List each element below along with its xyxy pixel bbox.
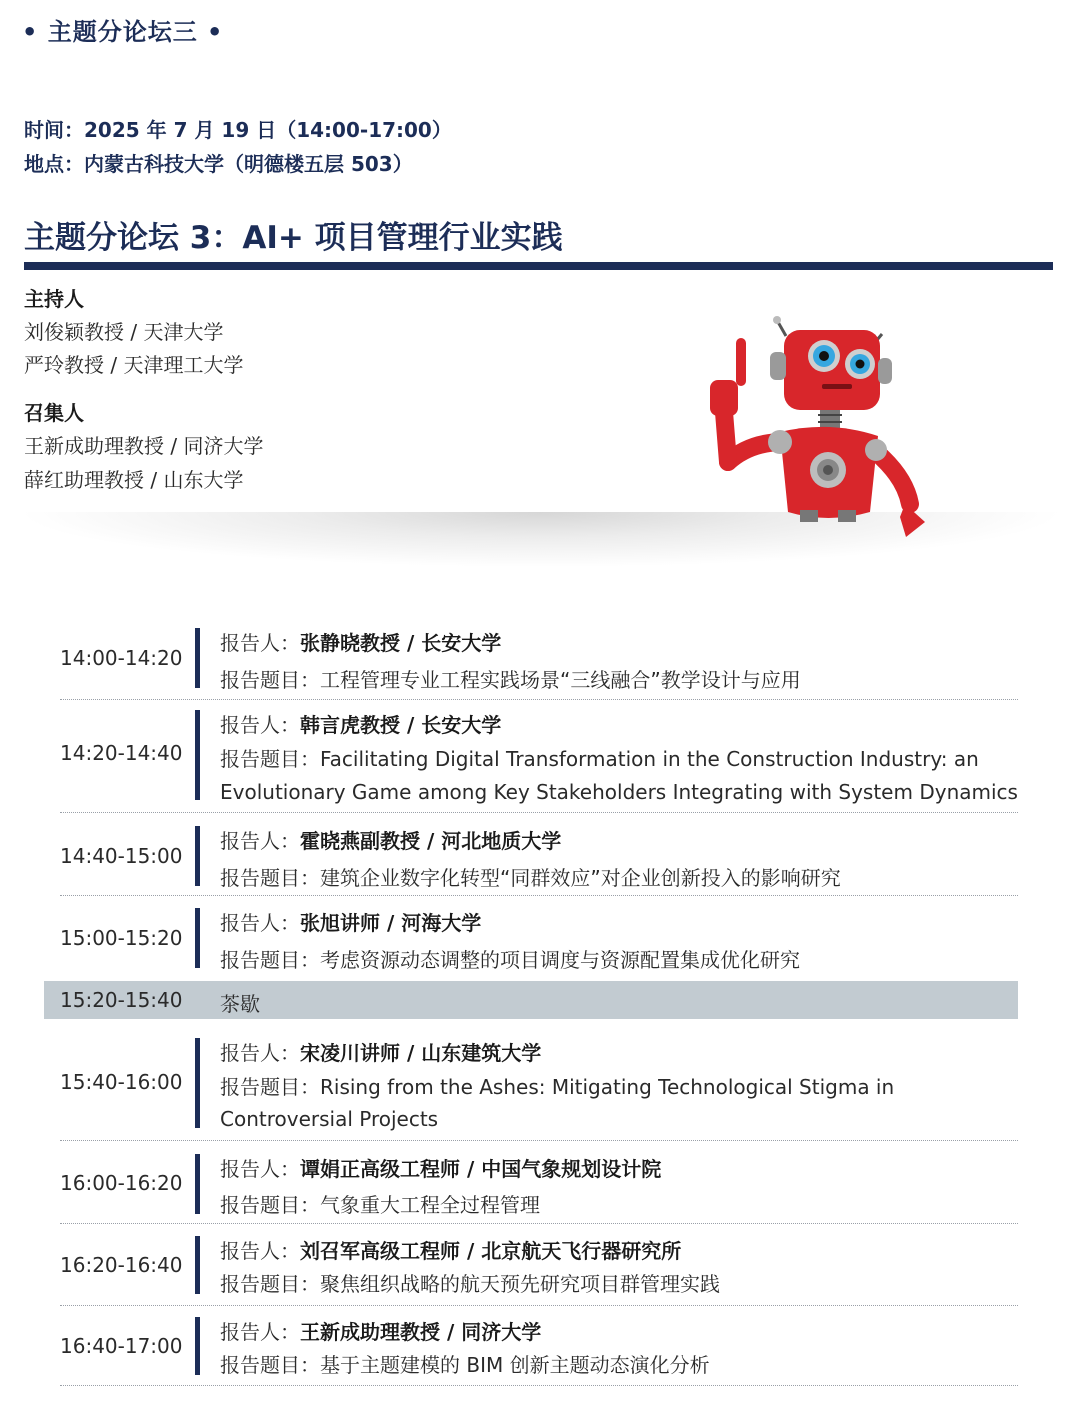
row-topic: 报告题目：建筑企业数字化转型“同群效应”对企业创新投入的影响研究 <box>220 866 841 890</box>
row-accent-bar <box>195 1317 200 1375</box>
row-time: 16:00-16:20 <box>60 1171 183 1195</box>
row-topic-cont: Evolutionary Game among Key Stakeholders Integrating with System Dynamics <box>220 780 1018 804</box>
row-time: 16:40-17:00 <box>60 1334 183 1358</box>
row-divider <box>60 895 1018 896</box>
row-divider <box>60 812 1018 813</box>
host-2: 严玲教授 / 天津理工大学 <box>24 353 244 377</box>
row-time: 14:20-14:40 <box>60 741 183 765</box>
row-speaker: 报告人：霍晓燕副教授 / 河北地质大学 <box>220 829 562 853</box>
forum-title: 主题分论坛 3：AI+ 项目管理行业实践 <box>24 220 563 256</box>
row-topic: 报告题目：基于主题建模的 BIM 创新主题动态演化分析 <box>220 1353 710 1377</box>
row-accent-bar <box>195 1236 200 1294</box>
row-accent-bar <box>195 1154 200 1214</box>
row-topic-cont: Controversial Projects <box>220 1107 439 1131</box>
robot-illustration <box>700 312 945 547</box>
row-topic: 报告题目：气象重大工程全过程管理 <box>220 1193 540 1217</box>
row-accent-bar <box>195 908 200 968</box>
row-topic: 报告题目：考虑资源动态调整的项目调度与资源配置集成优化研究 <box>220 948 800 972</box>
conveners-heading: 召集人 <box>24 401 84 425</box>
row-topic: 报告题目：聚焦组织战略的航天预先研究项目群管理实践 <box>220 1272 720 1296</box>
convener-2: 薛红助理教授 / 山东大学 <box>24 468 244 492</box>
row-topic: 报告题目：Facilitating Digital Transformation in the Construction Industry: an <box>220 747 979 771</box>
row-divider <box>60 1385 1018 1386</box>
row-topic: 报告题目：工程管理专业工程实践场景“三线融合”教学设计与应用 <box>220 668 801 692</box>
tea-break-row <box>44 981 1018 1019</box>
row-accent-bar <box>195 1038 200 1128</box>
row-speaker: 报告人：宋凌川讲师 / 山东建筑大学 <box>220 1041 542 1065</box>
convener-1: 王新成助理教授 / 同济大学 <box>24 434 264 458</box>
row-divider <box>60 1305 1018 1306</box>
place-line: 地点：内蒙古科技大学（明德楼五层 503） <box>24 152 413 176</box>
row-divider <box>60 699 1018 700</box>
row-time: 14:40-15:00 <box>60 844 183 868</box>
row-time: 16:20-16:40 <box>60 1253 183 1277</box>
row-speaker: 报告人：张静晓教授 / 长安大学 <box>220 631 502 655</box>
row-time: 15:00-15:20 <box>60 926 183 950</box>
row-accent-bar <box>195 710 200 800</box>
row-divider <box>60 1140 1018 1141</box>
hosts-heading: 主持人 <box>24 287 84 311</box>
tea-break-label: 茶歇 <box>220 992 260 1016</box>
row-speaker: 报告人：王新成助理教授 / 同济大学 <box>220 1320 542 1344</box>
row-accent-bar <box>195 826 200 886</box>
row-topic: 报告题目：Rising from the Ashes: Mitigating Technological Stigma in <box>220 1075 895 1099</box>
row-speaker: 报告人：刘召军高级工程师 / 北京航天飞行器研究所 <box>220 1239 682 1263</box>
host-1: 刘俊颖教授 / 天津大学 <box>24 320 224 344</box>
row-speaker: 报告人：张旭讲师 / 河海大学 <box>220 911 482 935</box>
forum-tag: • 主题分论坛三 • <box>22 18 224 46</box>
tea-break-time: 15:20-15:40 <box>60 988 183 1012</box>
row-divider <box>60 1223 1018 1224</box>
row-speaker: 报告人：韩言虎教授 / 长安大学 <box>220 713 502 737</box>
row-accent-bar <box>195 628 200 688</box>
row-speaker: 报告人：谭娟正高级工程师 / 中国气象规划设计院 <box>220 1157 662 1181</box>
row-time: 14:00-14:20 <box>60 646 183 670</box>
title-rule <box>24 262 1053 270</box>
time-line: 时间：2025 年 7 月 19 日（14:00-17:00） <box>24 118 452 142</box>
row-time: 15:40-16:00 <box>60 1070 183 1094</box>
